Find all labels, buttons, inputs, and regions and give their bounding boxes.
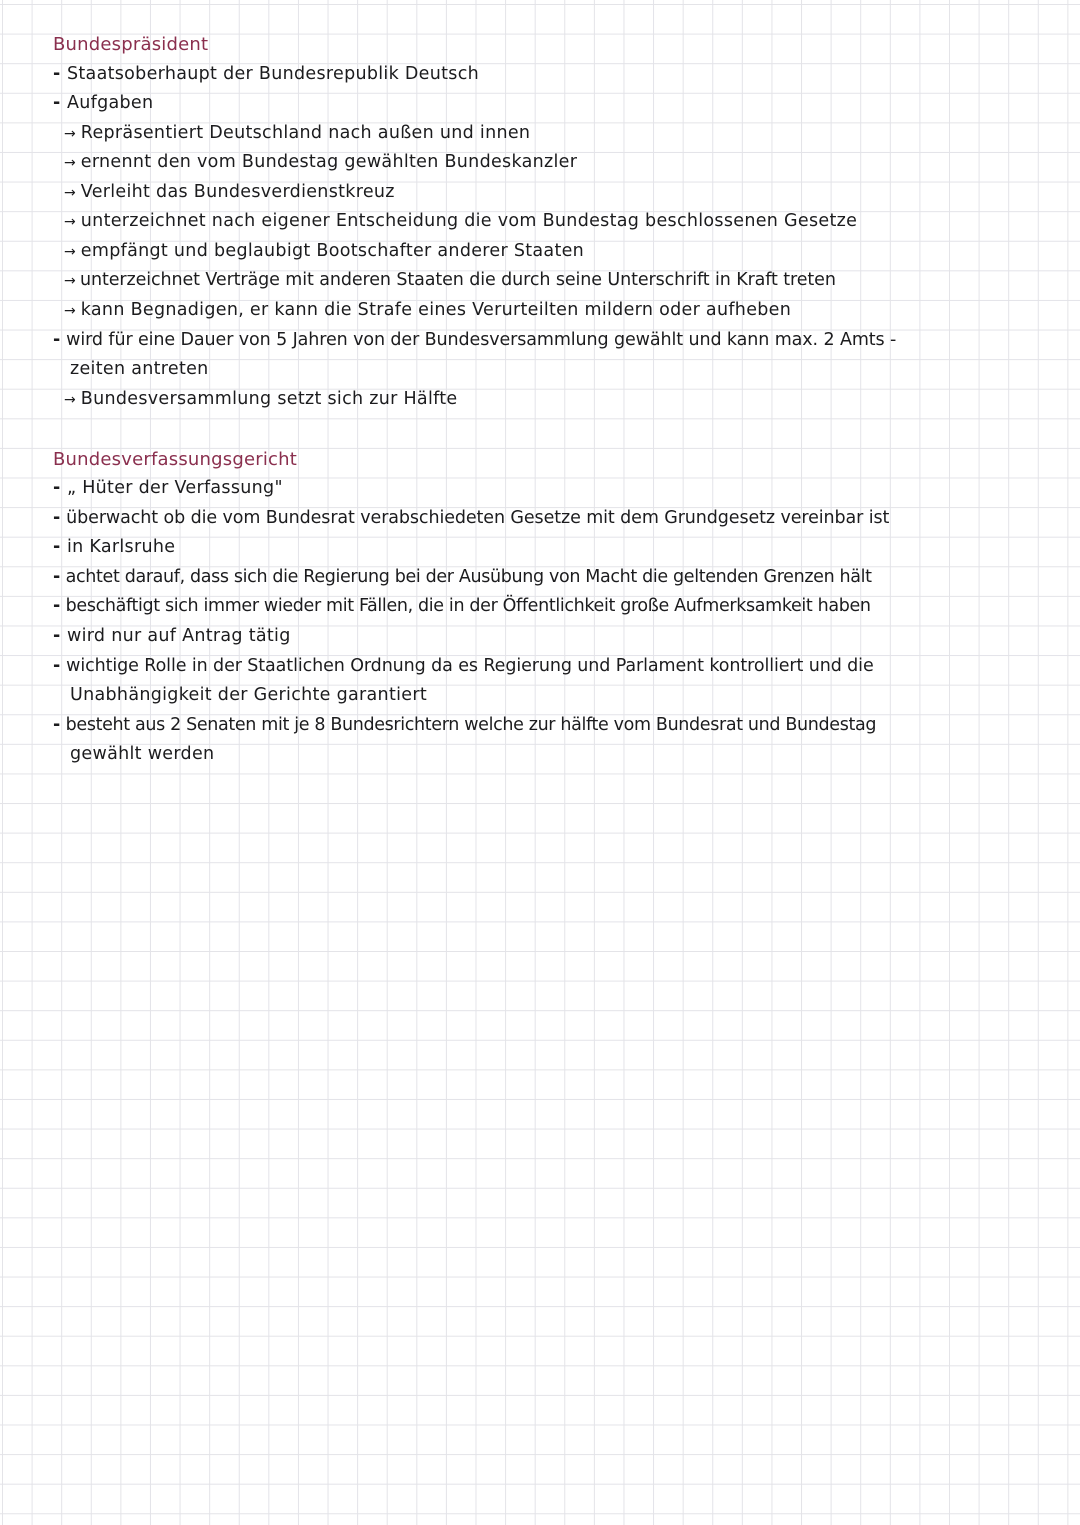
note-line: - „ Hüter der Verfassung" — [53, 474, 283, 504]
note-subline: → Bundesversammlung setzt sich zur Hälfte — [64, 385, 458, 416]
note-line: - überwacht ob die vom Bundesrat verabschiedeten Gesetze mit dem Grundgesetz vereinbar ist — [53, 504, 889, 534]
note-subline: → empfängt und beglaubigt Bootschafter anderer Staaten — [64, 237, 584, 268]
note-line: - Aufgaben — [53, 89, 153, 119]
note-subline: → unterzeichnet nach eigener Entscheidung die vom Bundestag beschlossenen Gesetze — [64, 207, 857, 238]
note-line: - achtet darauf, dass sich die Regierung bei der Ausübung von Macht die geltenden Grenzen hält — [53, 563, 872, 593]
note-line-continuation: gewählt werden — [70, 744, 215, 764]
note-subline: → Repräsentiert Deutschland nach außen und innen — [64, 119, 530, 150]
note-line: - wird für eine Dauer von 5 Jahren von der Bundesversammlung gewählt und kann max. 2 Amts - — [53, 326, 896, 356]
note-subline: → unterzeichnet Verträge mit anderen Staaten die durch seine Unterschrift in Kraft treten — [64, 266, 836, 297]
note-line-continuation: zeiten antreten — [70, 359, 209, 379]
note-subline: → kann Begnadigen, er kann die Strafe eines Verurteilten mildern oder aufheben — [64, 296, 791, 327]
note-line: - Staatsoberhaupt der Bundesrepublik Deutsch — [53, 60, 479, 90]
note-subline: → Verleiht das Bundesverdienstkreuz — [64, 178, 395, 209]
note-line: - wird nur auf Antrag tätig — [53, 622, 291, 652]
note-line: - beschäftigt sich immer wieder mit Fällen, die in der Öffentlichkeit große Aufmerksamkeit haben — [53, 592, 871, 622]
note-line: - besteht aus 2 Senaten mit je 8 Bundesrichtern welche zur hälfte vom Bundesrat und Bundestag — [53, 711, 876, 741]
note-line: - wichtige Rolle in der Staatlichen Ordnung da es Regierung und Parlament kontrolliert und die — [53, 652, 874, 682]
note-subline: → ernennt den vom Bundestag gewählten Bundeskanzler — [64, 148, 577, 179]
note-line-continuation: Unabhängigkeit der Gerichte garantiert — [70, 685, 427, 705]
note-line: - in Karlsruhe — [53, 533, 175, 563]
section-heading-bundesverfassungsgericht: Bundesverfassungsgericht — [53, 449, 297, 470]
section-heading-bundespraesident: Bundespräsident — [53, 34, 209, 55]
